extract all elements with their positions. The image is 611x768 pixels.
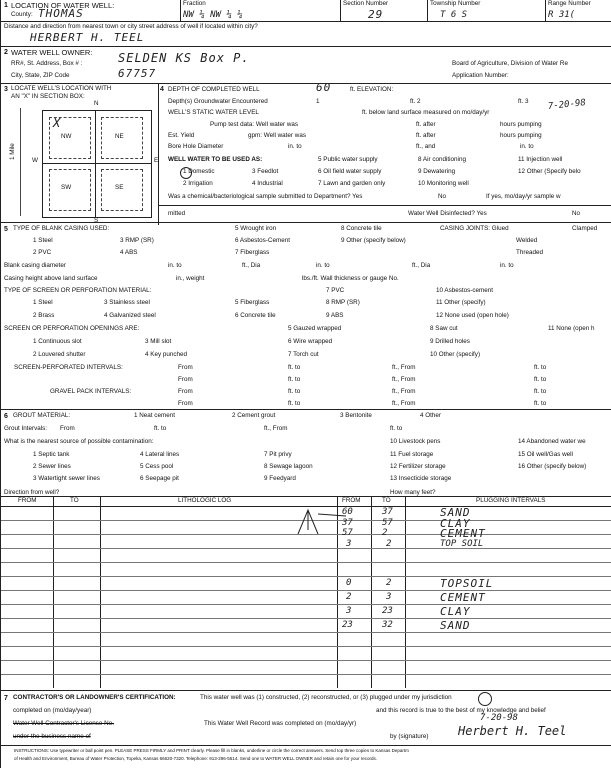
gravel-to-1: ft. to (288, 388, 301, 395)
contam-13[interactable]: 13 Insecticide storage (390, 475, 452, 482)
range-label: Range Number (548, 0, 591, 7)
use-8[interactable]: 8 Air conditioning (418, 156, 466, 163)
gravel-from-1: From (178, 388, 193, 395)
section-6-number: 6 (4, 413, 8, 420)
screen-int-label: SCREEN-PERFORATED INTERVALS: (14, 364, 123, 371)
owner-title: WATER WELL OWNER: (11, 48, 93, 57)
opening-2[interactable]: 2 Louvered shutter (33, 351, 86, 358)
section-5-number: 5 (4, 226, 8, 233)
grout-3[interactable]: 3 Bentonite (340, 412, 372, 419)
screen-3[interactable]: 3 Stainless steel (104, 299, 150, 306)
log-row-from[interactable]: 3 (346, 539, 352, 549)
cert-title: CONTRACTOR'S OR LANDOWNER'S CERTIFICATION: (13, 694, 176, 701)
use-9[interactable]: 9 Dewatering (418, 168, 456, 175)
how-many-label: How many feet? (390, 489, 436, 496)
range-value[interactable]: R 31( (548, 10, 576, 20)
contam-15[interactable]: 15 Oil well/Gas well (518, 451, 573, 458)
contam-label: What is the nearest source of possible contamination: (4, 438, 154, 445)
yield-label: Est. Yield (168, 132, 195, 139)
contam-5[interactable]: 5 Cess pool (140, 463, 174, 470)
bore-in2: in. to (520, 143, 534, 150)
contam-7[interactable]: 7 Pit privy (264, 451, 292, 458)
contam-6[interactable]: 6 Seepage pit (140, 475, 179, 482)
height-lbs: lbs./ft. Wall thickness or gauge No. (302, 275, 399, 282)
rr-label: RR#, St. Address, Box # : (11, 60, 83, 67)
screen-int-from-4: ft., From (392, 376, 416, 383)
grout-title: GROUT MATERIAL: (13, 412, 71, 419)
use-12[interactable]: 12 Other (Specify belo (518, 168, 581, 175)
log-row-to[interactable]: 57 (382, 518, 393, 528)
section-box[interactable] (42, 110, 152, 218)
log-row-desc[interactable]: TOP SOIL (440, 539, 484, 549)
gw-1: 1 (316, 98, 320, 105)
log-row-desc[interactable]: CLAY (440, 517, 471, 530)
screen-int-to-2: ft. to (534, 364, 547, 371)
diam-ft: ft., Dia (242, 262, 261, 269)
gw-2-unit: ft. 3 (518, 98, 529, 105)
grout-intervals-label: Grout Intervals: (4, 425, 48, 432)
grout-2[interactable]: 2 Cement grout (232, 412, 276, 419)
depth-unit: ft. ELEVATION: (350, 86, 394, 93)
screen-7[interactable]: 7 PVC (326, 287, 345, 294)
township-label: Township Number (430, 0, 481, 7)
distance-label: Distance and direction from nearest town or city street address of well if located within city? (4, 23, 258, 30)
location-title: LOCATION OF WATER WELL: (11, 1, 115, 10)
screen-9[interactable]: 9 ABS (326, 312, 344, 319)
mile-label: 1 Mile (9, 143, 16, 160)
disinfected-no[interactable]: No (572, 210, 581, 217)
contam-4[interactable]: 4 Lateral lines (140, 451, 180, 458)
diam-in: in. to (168, 262, 182, 269)
use-2[interactable]: 2 Irrigation (183, 180, 213, 187)
screen-12[interactable]: 12 None used (open hole) (436, 312, 509, 319)
casing-7[interactable]: 7 Fiberglass (235, 249, 270, 256)
plugged-circle (478, 692, 492, 706)
north-label: N (94, 100, 99, 107)
section-number-label: Section Number (343, 0, 389, 7)
by-label: by (signature) (390, 733, 429, 740)
casing-8[interactable]: 8 Concrete tile (341, 225, 382, 232)
plug-row-to[interactable]: 2 (386, 578, 392, 588)
screen-int-to-3: ft. to (288, 376, 301, 383)
screen-5[interactable]: 5 Fiberglass (235, 299, 270, 306)
grout-from-2: ft., From (264, 425, 288, 432)
depth-title: DEPTH OF COMPLETED WELL (168, 86, 260, 93)
record-label: This Water Well Record was completed on (mo/day/yr) (204, 720, 357, 727)
log-h-from: FROM (18, 497, 37, 504)
screen-int-to-1: ft. to (288, 364, 301, 371)
opening-4[interactable]: 4 Key punched (145, 351, 188, 358)
screen-1[interactable]: 1 Steel (33, 299, 53, 306)
log-h-plug: PLUGGING INTERVALS (476, 497, 546, 504)
completed-label: completed on (mo/day/year) (13, 707, 92, 714)
screen-int-from-1: From (178, 364, 193, 371)
grout-4[interactable]: 4 Other (420, 412, 441, 419)
ne-label: NE (115, 133, 124, 140)
opening-3[interactable]: 3 Mill slot (145, 338, 172, 345)
mitted: mitted (168, 210, 186, 217)
chem-no[interactable]: No (438, 193, 447, 200)
opening-7[interactable]: 7 Torch cut (288, 351, 319, 358)
gravel-from-2: ft., From (392, 388, 416, 395)
pump-label: Pump test data: Well water was (210, 121, 299, 128)
diam-in3: in. to (500, 262, 514, 269)
joints-clamped[interactable]: Clamped (572, 225, 598, 232)
instructions-line-1: INSTRUCTIONS: Use typewriter or ball point pen. PLEASE PRESS FIRMLY and PRINT clearly. Please fill in blanks, underline or circle the correct answers. Send top three copies to Kansas Departm (14, 748, 409, 753)
true-text: and this record is true to the best of my knowledge and belief (376, 707, 546, 714)
cert-text: This water well was (1) constructed, (2) reconstructed, or (3) plugged under my jurisdiction (200, 694, 452, 701)
contam-3[interactable]: 3 Watertight sewer lines (33, 475, 100, 482)
opening-11[interactable]: 11 None (open h (548, 325, 595, 332)
joints-threaded[interactable]: Threaded (516, 249, 543, 256)
opening-10[interactable]: 10 Other (specify) (430, 351, 481, 358)
county-value[interactable]: THOMAS (38, 7, 84, 20)
opening-1[interactable]: 1 Continuous slot (33, 338, 82, 345)
arrow-mark (290, 506, 350, 536)
log-row-desc[interactable]: CEMENT (440, 527, 486, 540)
signature[interactable]: Herbert H. Teel (458, 724, 567, 738)
contam-9[interactable]: 9 Feedyard (264, 475, 296, 482)
screen-2[interactable]: 2 Brass (33, 312, 55, 319)
gravel-label: GRAVEL PACK INTERVALS: (50, 388, 132, 395)
section-1-number: 1 (4, 2, 8, 9)
opening-5[interactable]: 5 Gauzed wrapped (288, 325, 342, 332)
use-4[interactable]: 4 Industrial (252, 180, 283, 187)
plug-row-from[interactable]: 23 (342, 620, 353, 630)
grout-to-2: ft. to (390, 425, 403, 432)
plug-row-desc[interactable]: CLAY (440, 605, 471, 618)
disinfected: Water Well Disinfected? Yes (408, 210, 487, 217)
screen-int-from-3: From (178, 376, 193, 383)
log-row-from[interactable]: 57 (342, 528, 353, 538)
board-text: Board of Agriculture, Division of Water Re (452, 60, 568, 67)
screen-type-label: TYPE OF SCREEN OR PERFORATION MATERIAL: (4, 287, 152, 294)
city-label: City, State, ZIP Code (11, 72, 70, 79)
pump-after: ft. after (416, 121, 436, 128)
bore-label: Bore Hole Diameter (168, 143, 224, 150)
plug-row-from[interactable]: 3 (346, 606, 352, 616)
contam-14[interactable]: 14 Abandoned water we (518, 438, 586, 445)
casing-title: TYPE OF BLANK CASING USED: (13, 225, 110, 232)
sw-label: SW (61, 184, 72, 191)
pump-hours: hours pumping (500, 121, 542, 128)
use-11[interactable]: 11 Injection well (518, 156, 563, 163)
yield-after: ft. after (416, 132, 436, 139)
casing-1[interactable]: 1 Steel (33, 237, 53, 244)
casing-5[interactable]: 5 Wrought iron (235, 225, 277, 232)
height-in: in., weight (176, 275, 205, 282)
use-10[interactable]: 10 Monitoring well (418, 180, 469, 187)
county-label: County: (11, 11, 33, 18)
south-label: S (94, 217, 99, 224)
use-7[interactable]: 7 Lawn and garden only (318, 180, 386, 187)
opening-6[interactable]: 6 Wire wrapped (288, 338, 333, 345)
gravel-from-4: ft., From (392, 400, 416, 407)
use-5[interactable]: 5 Public water supply (318, 156, 378, 163)
yield-hours: hours pumping (500, 132, 542, 139)
height-label: Casing height above land surface (4, 275, 98, 282)
joints-label: CASING JOINTS: Glued (440, 225, 509, 232)
direction-label: Direction from well? (4, 489, 60, 496)
rr-value[interactable]: SELDEN KS Box P. (118, 51, 250, 65)
township-value[interactable]: T 6 S (440, 10, 468, 20)
log-h-litho: LITHOLOGIC LOG (178, 497, 232, 504)
section-4-number: 4 (160, 86, 164, 93)
plug-row-desc[interactable]: CEMENT (440, 591, 486, 604)
log-row-to[interactable]: 2 (382, 528, 388, 538)
section-7-number: 7 (4, 695, 8, 702)
openings-label: SCREEN OR PERFORATION OPENINGS ARE: (4, 325, 140, 332)
screen-4[interactable]: 4 Galvanized steel (104, 312, 156, 319)
chem-tail: If yes, mo/day/yr sample w (486, 193, 561, 200)
screen-int-to-4: ft. to (534, 376, 547, 383)
section-2-number: 2 (4, 49, 8, 56)
nw-label: NW (61, 133, 72, 140)
diam-ft2: ft., Dia (412, 262, 431, 269)
log-row-from[interactable]: 60 (342, 507, 353, 517)
casing-2[interactable]: 2 PVC (33, 249, 52, 256)
locate-title: LOCATE WELL'S LOCATION WITH (11, 85, 112, 92)
depth-value[interactable]: 60 (316, 81, 332, 94)
x-mark: X (53, 116, 62, 130)
log-h-to2: TO (382, 497, 391, 504)
city-value[interactable]: 67757 (118, 67, 157, 80)
log-h-from2: FROM (342, 497, 361, 504)
se-label: SE (115, 184, 124, 191)
locate-sub: AN "X" IN SECTION BOX: (11, 93, 85, 100)
casing-9[interactable]: 9 Other (specify below) (341, 237, 406, 244)
record-date[interactable]: 7-20-98 (480, 713, 518, 723)
gravel-to-3: ft. to (288, 400, 301, 407)
yield-gpm: gpm: Well water was (248, 132, 306, 139)
screen-8[interactable]: 8 RMP (SR) (326, 299, 360, 306)
fraction-values[interactable]: NW ¼ NW ¼ ¼ (183, 10, 243, 20)
gw-1-unit: ft. 2 (410, 98, 421, 105)
chem-question: Was a chemical/bacteriological sample submitted to Department? Yes (168, 193, 363, 200)
log-h-to: TO (70, 497, 79, 504)
screen-10[interactable]: 10 Asbestos-cement (436, 287, 494, 294)
app-number-label: Application Number: (452, 72, 509, 79)
license-label: Water Well Contractor's License No. (13, 720, 114, 727)
gravel-from-3: From (178, 400, 193, 407)
plug-row-to[interactable]: 32 (382, 620, 393, 630)
log-row-to[interactable]: 37 (382, 507, 393, 517)
joints-welded[interactable]: Welded (516, 237, 538, 244)
bore-ft-and: ft., and (416, 143, 436, 150)
static-date[interactable]: 7-20-98 (547, 98, 587, 112)
contam-10[interactable]: 10 Livestock pens (390, 438, 441, 445)
plug-row-desc[interactable]: SAND (440, 619, 471, 632)
contam-12[interactable]: 12 Fertilizer storage (390, 463, 446, 470)
contam-8[interactable]: 8 Sewage lagoon (264, 463, 313, 470)
plug-row-to[interactable]: 23 (382, 606, 393, 616)
plug-row-from[interactable]: 2 (346, 592, 352, 602)
opening-9[interactable]: 9 Drilled holes (430, 338, 470, 345)
west-label: W (32, 157, 38, 164)
distance-value[interactable]: HERBERT H. TEEL (30, 31, 145, 44)
contam-1[interactable]: 1 Septic tank (33, 451, 70, 458)
diam-in2: in. to (316, 262, 330, 269)
grout-to-1: ft. to (154, 425, 167, 432)
diam-label: Blank casing diameter (4, 262, 66, 269)
business-label: under the business name of (13, 733, 91, 740)
screen-int-from-2: ft., From (392, 364, 416, 371)
use-6[interactable]: 6 Oil field water supply (318, 168, 382, 175)
gravel-to-2: ft. to (534, 388, 547, 395)
plug-row-desc[interactable]: TOPSOIL (440, 577, 494, 590)
contam-11[interactable]: 11 Fuel storage (390, 451, 434, 458)
section-number-value[interactable]: 29 (368, 8, 384, 21)
opening-8[interactable]: 8 Saw cut (430, 325, 458, 332)
grout-from-1: From (60, 425, 75, 432)
use-label: WELL WATER TO BE USED AS: (168, 156, 263, 163)
section-3-number: 3 (4, 86, 8, 93)
plug-row-to[interactable]: 3 (386, 592, 392, 602)
casing-4[interactable]: 4 ABS (120, 249, 138, 256)
log-row-from[interactable]: 37 (342, 518, 353, 528)
log-row-to[interactable]: 2 (386, 539, 392, 549)
plug-row-from[interactable]: 0 (346, 578, 352, 588)
casing-6[interactable]: 6 Asbestos-Cement (235, 237, 290, 244)
gw-label: Depth(s) Groundwater Encountered (168, 98, 268, 105)
fraction-label: Fraction (183, 0, 206, 7)
static-unit: ft. below land surface measured on mo/day/yr (362, 109, 490, 116)
use-3[interactable]: 3 Feedlot (252, 168, 279, 175)
instructions-line-2: of Health and Environment, Bureau of Water Protection, Topeka, Kansas 66620-7320. Telephone: 913-296-5514. Send one to WATER WELL OWNER and retain one for your records. (14, 756, 377, 761)
gravel-to-4: ft. to (534, 400, 547, 407)
screen-11[interactable]: 11 Other (specify) (436, 299, 486, 306)
casing-3[interactable]: 3 RMP (SR) (120, 237, 154, 244)
static-label: WELL'S STATIC WATER LEVEL (168, 109, 259, 116)
screen-6[interactable]: 6 Concrete tile (235, 312, 276, 319)
east-label: E (154, 157, 159, 164)
contam-2[interactable]: 2 Sewer lines (33, 463, 71, 470)
grout-1[interactable]: 1 Neat cement (134, 412, 175, 419)
log-row-desc[interactable]: SAND (440, 506, 471, 519)
use-1[interactable]: 1 Domestic (183, 168, 215, 175)
log-table (0, 496, 611, 688)
contam-16[interactable]: 16 Other (specify below) (518, 463, 587, 470)
bore-in: in. to (288, 143, 302, 150)
